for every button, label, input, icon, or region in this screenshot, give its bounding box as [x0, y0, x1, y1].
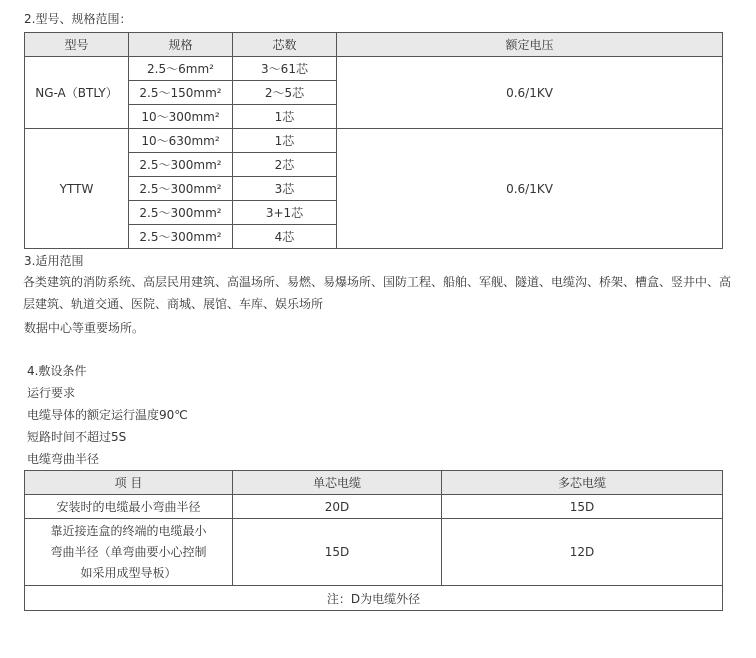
model-cell: YTTW	[25, 129, 129, 249]
header-voltage: 额定电压	[337, 33, 723, 57]
section4-title: 4.敷设条件	[27, 364, 87, 378]
spec-cell: 2.5～300mm²	[129, 201, 233, 225]
cores-cell: 4芯	[233, 225, 337, 249]
table-row	[25, 519, 723, 586]
table-header-row	[25, 33, 723, 57]
table-header-row	[25, 471, 723, 495]
header-item: 项 目	[25, 471, 233, 495]
section4-line-1: 运行要求	[27, 386, 76, 400]
spec-cell: 2.5～300mm²	[129, 153, 233, 177]
table-note: 注：D为电缆外径	[25, 586, 723, 611]
header-single-core: 单芯电缆	[233, 471, 442, 495]
cores-cell: 2芯	[233, 153, 337, 177]
spec-cell: 10～630mm²	[129, 129, 233, 153]
voltage-cell: 0.6/1KV	[337, 129, 723, 249]
single-core-cell: 15D	[233, 519, 442, 586]
item-cell	[25, 519, 233, 586]
header-spec: 规格	[129, 33, 233, 57]
spec-cell: 2.5～6mm²	[129, 57, 233, 81]
table-row	[25, 57, 723, 81]
voltage-cell: 0.6/1KV	[337, 57, 723, 129]
header-model: 型号	[25, 33, 129, 57]
cores-cell: 2～5芯	[233, 81, 337, 105]
cores-cell: 3芯	[233, 177, 337, 201]
model-spec-table	[24, 32, 723, 249]
cores-cell: 3～61芯	[233, 57, 337, 81]
header-cores: 芯数	[233, 33, 337, 57]
item-cell: 安装时的电缆最小弯曲半径	[25, 495, 233, 519]
section3-body: 各类建筑的消防系统、高层民用建筑、高温场所、易燃、易爆场所、国防工程、船舶、军舰、隧道、电缆沟、桥架、槽盒、竖井中、高层建筑、轨道交通、医院、商城、展馆、车库、娱乐场所	[23, 275, 732, 311]
cores-cell: 1芯	[233, 105, 337, 129]
section2-title: 2.型号、规格范围：	[24, 12, 132, 26]
section3-body-end: 数据中心等重要场所。	[24, 321, 145, 335]
item-line: 靠近接连盒的终端的电缆最小	[50, 523, 207, 538]
bend-radius-table	[24, 470, 723, 611]
header-multi-core: 多芯电缆	[442, 471, 723, 495]
single-core-cell: 20D	[233, 495, 442, 519]
multi-core-cell: 15D	[442, 495, 723, 519]
table-row	[25, 495, 723, 519]
spec-cell: 2.5～150mm²	[129, 81, 233, 105]
section4-line-4: 电缆弯曲半径	[27, 452, 100, 466]
section4-line-2: 电缆导体的额定运行温度90℃	[27, 408, 188, 422]
model-cell: NG-A（BTLY）	[25, 57, 129, 129]
spec-cell: 2.5～300mm²	[129, 177, 233, 201]
item-line: 弯曲半径（单弯曲要小心控制	[50, 544, 207, 559]
item-line: 如采用成型导板）	[80, 565, 177, 580]
spec-cell: 10～300mm²	[129, 105, 233, 129]
section4-line-3: 短路时间不超过5S	[27, 430, 127, 444]
spec-cell: 2.5～300mm²	[129, 225, 233, 249]
multi-core-cell: 12D	[442, 519, 723, 586]
table-row	[25, 129, 723, 153]
cores-cell: 1芯	[233, 129, 337, 153]
table-note-row	[25, 586, 723, 611]
cores-cell: 3+1芯	[233, 201, 337, 225]
section3-title: 3.适用范围	[24, 254, 84, 268]
